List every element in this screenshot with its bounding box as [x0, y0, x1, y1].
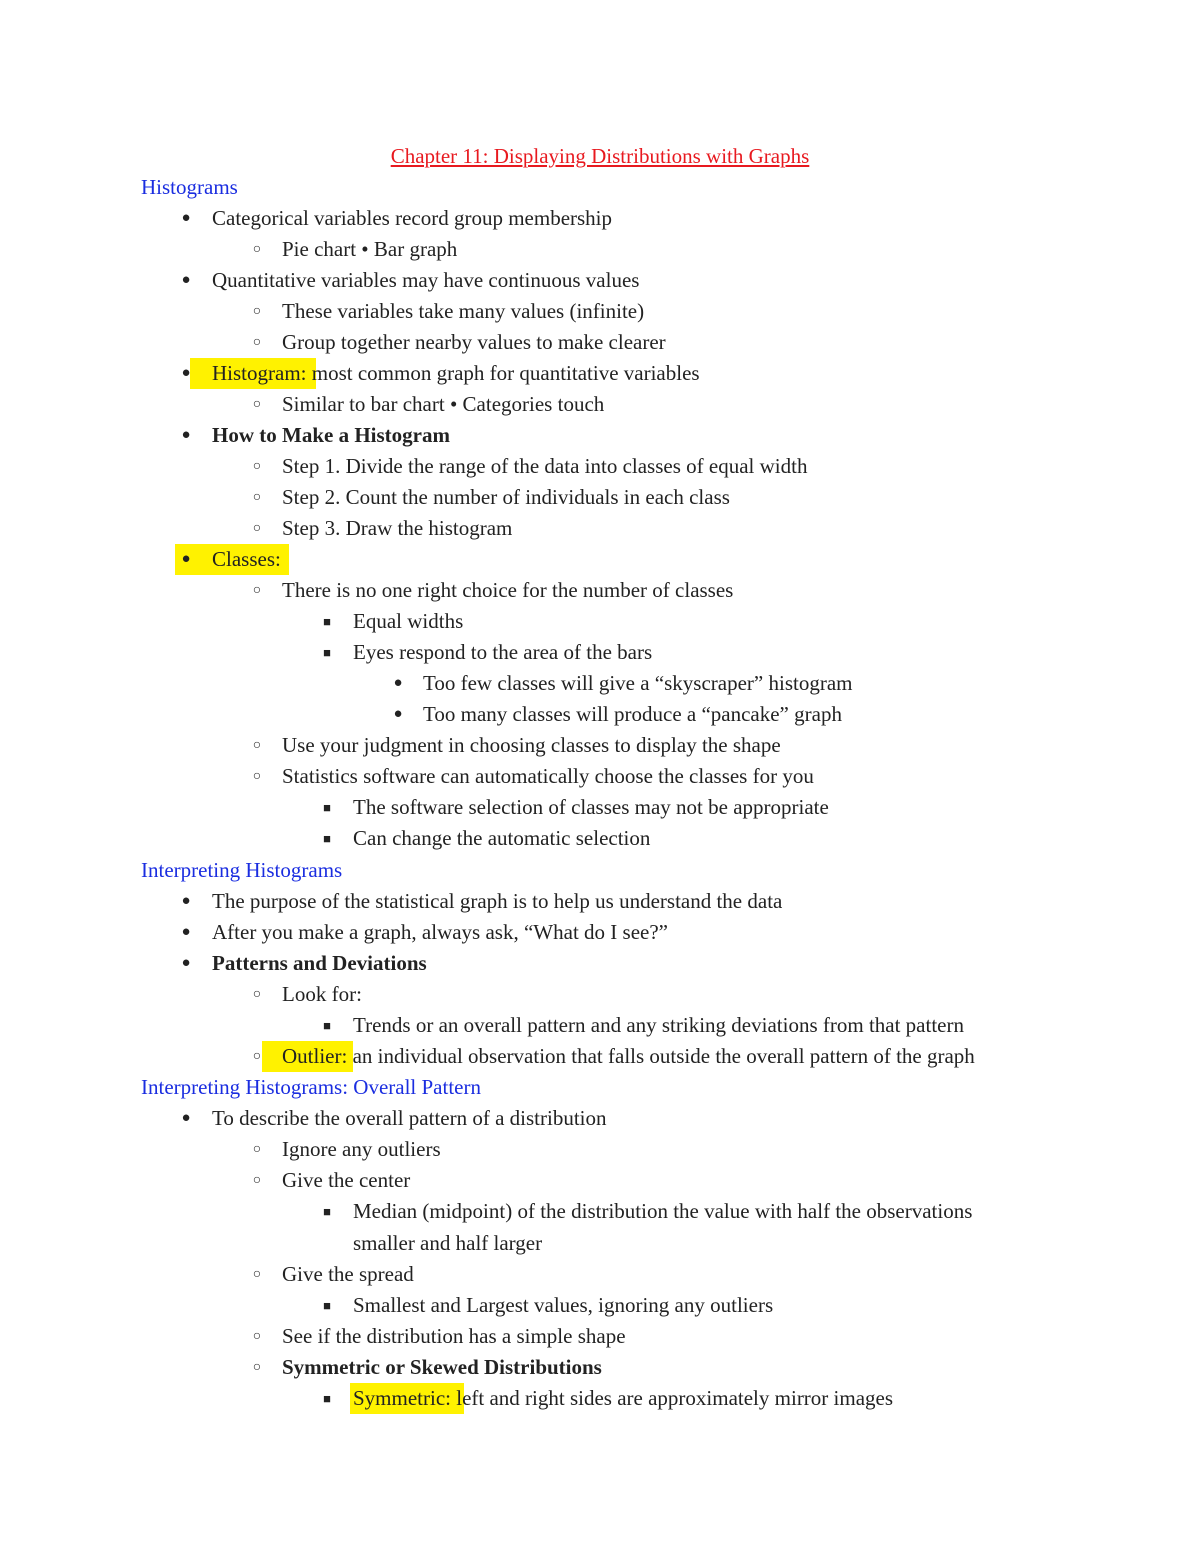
definition-text: left and right sides are approximately mirror images	[451, 1386, 894, 1410]
list-item-text: To describe the overall pattern of a distribution	[212, 1106, 607, 1130]
list-item-text: Quantitative variables may have continuous values	[212, 268, 640, 292]
list-item-text: See if the distribution has a simple shape	[282, 1324, 626, 1348]
list-item-text: Equal widths	[353, 609, 464, 633]
list-item-text: Pie chart • Bar graph	[282, 237, 458, 261]
list-item-text	[212, 358, 700, 389]
circle-bullet-icon: ○	[252, 304, 262, 319]
circle-bullet-icon: ○	[252, 1049, 262, 1064]
list-item-text: The software selection of classes may not be appropriate	[353, 795, 829, 819]
section-heading-overall-pattern: Interpreting Histograms: Overall Pattern	[141, 1075, 481, 1099]
circle-bullet-icon: ○	[252, 738, 262, 753]
list-item-text: Group together nearby values to make clearer	[282, 330, 666, 354]
bullet-icon: ●	[181, 955, 191, 971]
list-item-text: smaller and half larger	[353, 1231, 543, 1255]
list-item-text: Eyes respond to the area of the bars	[353, 640, 653, 664]
bullet-icon: ●	[181, 365, 191, 381]
square-bullet-icon: ■	[323, 645, 331, 660]
subheading-text: Symmetric or Skewed Distributions	[282, 1355, 602, 1379]
list-item-text: Give the center	[282, 1168, 411, 1192]
circle-bullet-icon: ○	[252, 397, 262, 412]
bullet-icon: ●	[181, 427, 191, 443]
list-item-text: The purpose of the statistical graph is to help us understand the data	[212, 889, 783, 913]
circle-bullet-icon: ○	[252, 1360, 262, 1375]
list-item-text	[282, 1041, 975, 1072]
list-item-text: Look for:	[282, 982, 362, 1006]
highlighted-term: Histogram:	[212, 361, 307, 385]
bullet-icon: ●	[181, 551, 191, 567]
square-bullet-icon: ■	[323, 1298, 331, 1313]
circle-bullet-icon: ○	[252, 242, 262, 257]
circle-bullet-icon: ○	[252, 1142, 262, 1157]
square-bullet-icon: ■	[323, 800, 331, 815]
list-item-text: There is no one right choice for the number of classes	[282, 578, 734, 602]
section-heading-interpreting-histograms: Interpreting Histograms	[141, 858, 343, 882]
square-bullet-icon: ■	[323, 614, 331, 629]
list-item-text: After you make a graph, always ask, “What do I see?”	[212, 920, 668, 944]
bullet-icon: ●	[181, 924, 191, 940]
subheading-text: Patterns and Deviations	[212, 951, 427, 975]
square-bullet-icon: ■	[323, 1204, 331, 1219]
list-item-text: Step 3. Draw the histogram	[282, 516, 513, 540]
list-item-text: Too many classes will produce a “pancake” graph	[423, 702, 842, 726]
circle-bullet-icon: ○	[252, 459, 262, 474]
square-bullet-icon: ■	[323, 831, 331, 846]
subheading-text: How to Make a Histogram	[212, 423, 450, 447]
list-item-text: Give the spread	[282, 1262, 414, 1286]
circle-bullet-icon: ○	[252, 1173, 262, 1188]
list-item-text: Too few classes will give a “skyscraper” histogram	[423, 671, 853, 695]
bullet-icon: ●	[181, 893, 191, 909]
circle-bullet-icon: ○	[252, 490, 262, 505]
bullet-icon: ●	[393, 706, 403, 722]
circle-bullet-icon: ○	[252, 521, 262, 536]
definition-text: most common graph for quantitative variables	[306, 361, 700, 385]
list-item-text: Use your judgment in choosing classes to display the shape	[282, 733, 781, 757]
highlighted-term: Outlier	[282, 1044, 342, 1068]
list-item-text: Can change the automatic selection	[353, 826, 651, 850]
square-bullet-icon: ■	[323, 1391, 331, 1406]
bullet-icon: ●	[181, 272, 191, 288]
circle-bullet-icon: ○	[252, 1329, 262, 1344]
highlighted-term: Classes:	[212, 547, 281, 571]
bullet-icon: ●	[181, 210, 191, 226]
highlighted-term: Symmetric:	[353, 1386, 451, 1410]
list-item-text: Step 2. Count the number of individuals in each class	[282, 485, 730, 509]
bullet-icon: ●	[393, 675, 403, 691]
circle-bullet-icon: ○	[252, 987, 262, 1002]
list-item-text: These variables take many values (infinite)	[282, 299, 645, 323]
circle-bullet-icon: ○	[252, 769, 262, 784]
list-item-text: Step 1. Divide the range of the data into classes of equal width	[282, 454, 808, 478]
definition-text: : an individual observation that falls outside the overall pattern of the graph	[341, 1044, 975, 1068]
section-heading-histograms: Histograms	[141, 175, 238, 199]
list-item-text: Ignore any outliers	[282, 1137, 441, 1161]
circle-bullet-icon: ○	[252, 583, 262, 598]
list-item-text: Trends or an overall pattern and any striking deviations from that pattern	[353, 1013, 964, 1037]
bullet-icon: ●	[181, 1110, 191, 1126]
list-item-text	[353, 1383, 893, 1414]
circle-bullet-icon: ○	[252, 335, 262, 350]
list-item-text: Categorical variables record group membership	[212, 206, 613, 230]
circle-bullet-icon: ○	[252, 1267, 262, 1282]
page-title: Chapter 11: Displaying Distributions with Graphs	[390, 144, 810, 168]
list-item-text: Smallest and Largest values, ignoring any outliers	[353, 1293, 774, 1317]
list-item-text: Median (midpoint) of the distribution the value with half the observations	[353, 1199, 973, 1223]
square-bullet-icon: ■	[323, 1018, 331, 1033]
list-item-text: Similar to bar chart • Categories touch	[282, 392, 605, 416]
list-item-text: Statistics software can automatically choose the classes for you	[282, 764, 814, 788]
